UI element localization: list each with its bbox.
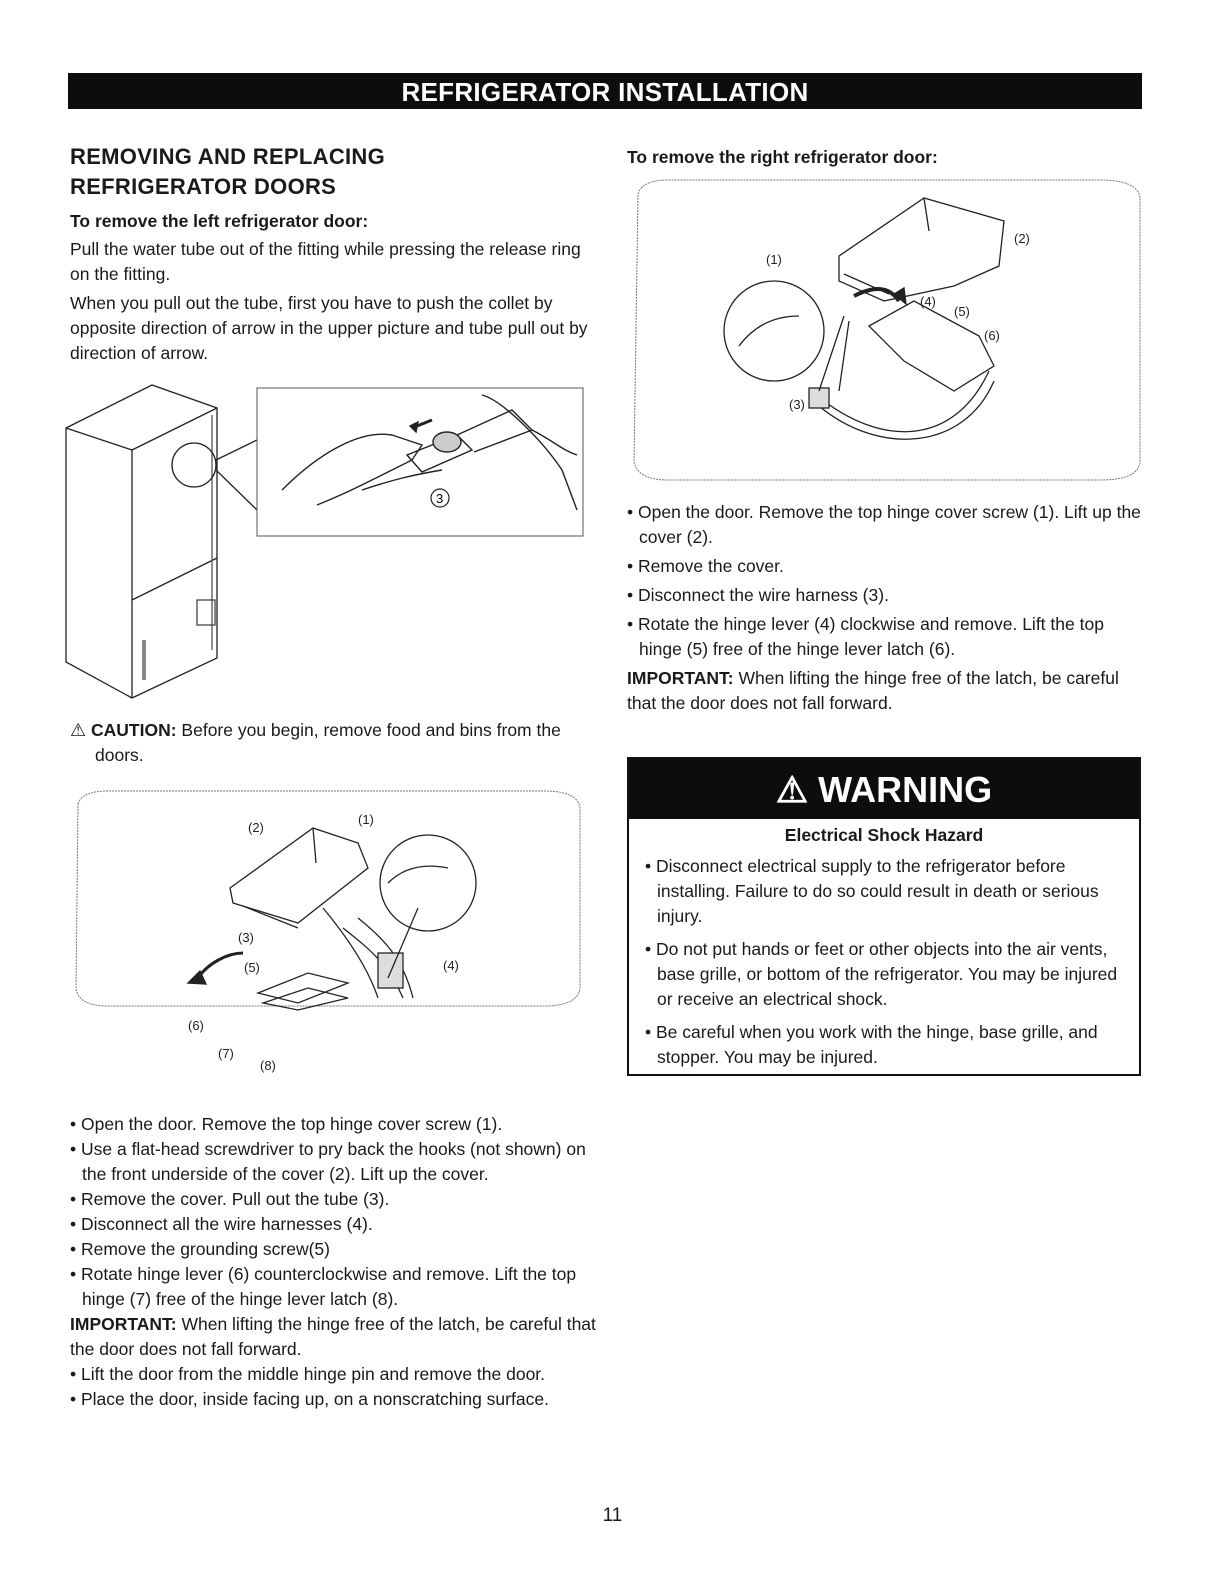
right-step-4: • Rotate the hinge lever (4) clockwise and remove. Lift the top hinge (5) free of the hinge lever latch (6). bbox=[627, 614, 1104, 659]
right-important bbox=[627, 666, 1147, 716]
fig2-callout-2: (2) bbox=[248, 820, 264, 835]
water-tube-figure bbox=[62, 380, 587, 700]
section-banner: REFRIGERATOR INSTALLATION bbox=[68, 73, 1142, 109]
warning-header bbox=[629, 759, 1139, 819]
fig1-callout-3: 3 bbox=[436, 491, 444, 506]
right-hinge-figure bbox=[624, 176, 1144, 486]
fig2-callout-3: (3) bbox=[238, 930, 254, 945]
right-step-3: • Disconnect the wire harness (3). bbox=[627, 585, 889, 605]
fig3-callout-2: (2) bbox=[1014, 231, 1030, 246]
caution-label: CAUTION: bbox=[91, 720, 177, 740]
warning-box bbox=[627, 757, 1141, 1076]
warning-triangle-icon: ⚠ bbox=[775, 769, 809, 810]
warning-subtitle: Electrical Shock Hazard bbox=[784, 825, 984, 845]
left-step-2: • Use a flat-head screwdriver to pry back the hooks (not shown) on the front underside of the cover (2). Lift up the cover. bbox=[70, 1139, 586, 1184]
right-column bbox=[627, 146, 1147, 168]
right-step-1: • Open the door. Remove the top hinge cover screw (1). Lift up the cover (2). bbox=[627, 502, 1141, 547]
warning-item-3: • Be careful when you work with the hinge, base grille, and stopper. You may be injured. bbox=[645, 1022, 1098, 1067]
right-steps bbox=[627, 500, 1147, 716]
left-step-7: • Lift the door from the middle hinge pin and remove the door. bbox=[70, 1364, 546, 1384]
warning-title: WARNING bbox=[818, 769, 993, 810]
left-important-text: When lifting the hinge free of the latch, be careful that the door does not fall forward. bbox=[70, 1314, 596, 1359]
left-step-5: • Remove the grounding screw(5) bbox=[70, 1239, 330, 1259]
left-steps bbox=[70, 1112, 600, 1412]
left-hinge-figure bbox=[68, 788, 584, 1073]
left-important bbox=[70, 1312, 600, 1362]
fig2-callout-6: (6) bbox=[188, 1018, 204, 1033]
caution-text: Before you begin, remove food and bins from the doors. bbox=[95, 720, 561, 765]
right-step-2: • Remove the cover. bbox=[627, 556, 784, 576]
fig2-callout-7: (7) bbox=[218, 1046, 234, 1061]
fig3-callout-6: (6) bbox=[984, 328, 1000, 343]
section-title-line1: REMOVING AND REPLACING bbox=[70, 144, 386, 169]
fig3-callout-3: (3) bbox=[789, 397, 805, 412]
right-door-subhead: To remove the right refrigerator door: bbox=[627, 147, 938, 167]
fig2-callout-5: (5) bbox=[244, 960, 260, 975]
warning-item-1: • Disconnect electrical supply to the refrigerator before installing. Failure to do so could result in death or serious injury. bbox=[645, 856, 1099, 926]
left-para-1: Pull the water tube out of the fitting while pressing the release ring on the fitting. bbox=[70, 239, 581, 284]
fig2-callout-4: (4) bbox=[443, 958, 459, 973]
section-title-line2: REFRIGERATOR DOORS bbox=[70, 174, 337, 199]
warning-triangle-icon: ⚠ bbox=[70, 720, 87, 740]
fig3-callout-4: (4) bbox=[920, 294, 936, 309]
right-important-text: When lifting the hinge free of the latch, be careful that the door does not fall forward. bbox=[627, 668, 1119, 713]
left-para-2: When you pull out the tube, first you have to push the collet by opposite direction of arrow in the upper picture and tube pull out by direction of arrow. bbox=[70, 293, 588, 363]
fig2-callout-8: (8) bbox=[260, 1058, 276, 1073]
fig3-callout-5: (5) bbox=[954, 304, 970, 319]
left-step-6: • Rotate hinge lever (6) counterclockwise and remove. Lift the top hinge (7) free of the hinge lever latch (8). bbox=[70, 1264, 577, 1309]
fig2-callout-1: (1) bbox=[358, 812, 374, 827]
left-step-3: • Remove the cover. Pull out the tube (3). bbox=[70, 1189, 390, 1209]
left-door-subhead: To remove the left refrigerator door: bbox=[70, 211, 369, 231]
left-step-8: • Place the door, inside facing up, on a nonscratching surface. bbox=[70, 1389, 549, 1409]
warning-body bbox=[629, 854, 1139, 1070]
warning-item-2: • Do not put hands or feet or other objects into the air vents, base grille, or bottom of the refrigerator. You may be injured or receive an electrical shock. bbox=[645, 939, 1118, 1009]
page-number: 11 bbox=[602, 1505, 623, 1526]
left-step-4: • Disconnect all the wire harnesses (4). bbox=[70, 1214, 373, 1234]
left-step-1: • Open the door. Remove the top hinge cover screw (1). bbox=[70, 1114, 503, 1134]
left-column bbox=[70, 142, 590, 366]
left-important-label: IMPORTANT: bbox=[70, 1314, 177, 1334]
right-important-label: IMPORTANT: bbox=[627, 668, 734, 688]
fig3-callout-1: (1) bbox=[766, 252, 782, 267]
caution-note bbox=[70, 718, 590, 768]
